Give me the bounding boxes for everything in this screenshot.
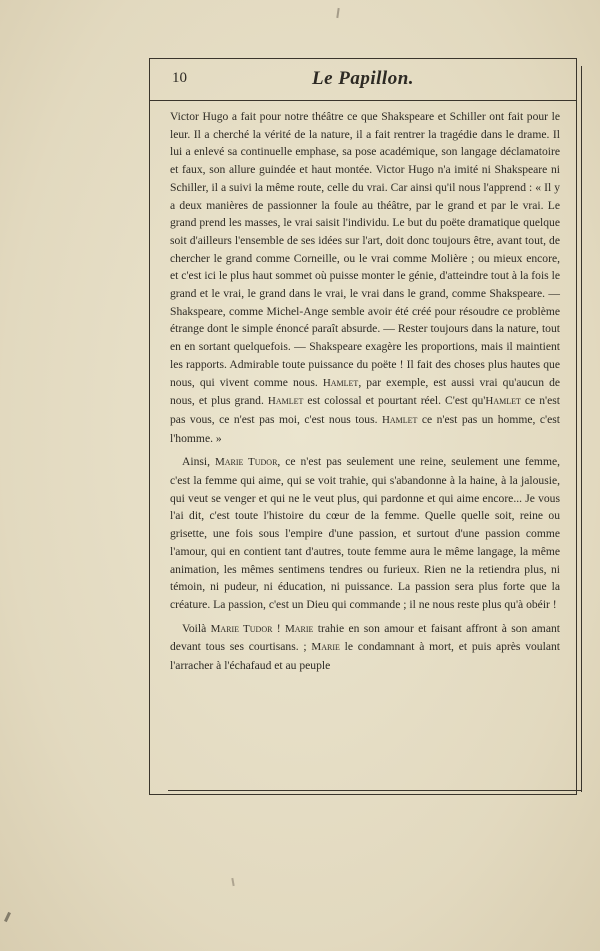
ink-mark-bottom	[231, 878, 234, 886]
small-caps-marie-tudor: Marie Tudor	[210, 622, 273, 635]
page-header	[150, 60, 576, 101]
paragraph-1-text-b: , par exemple, est aussi vrai qu'aucun de nous, et plus grand.	[170, 375, 561, 408]
small-caps-hamlet: Hamlet	[267, 395, 304, 408]
paragraph-1-text-d: ce n'est pas vous, ce n'est pas moi, c'est nous tous.	[170, 394, 560, 426]
paragraph-1-text-e: ce n'est pas un homme, c'est l'homme. »	[170, 412, 560, 445]
frame-shadow-right-rule	[581, 66, 582, 792]
small-caps-marie: Marie	[311, 641, 340, 654]
ink-mark-top	[336, 8, 339, 18]
small-caps-marie-tudor: Marie Tudor	[214, 456, 278, 469]
paragraph-1	[170, 108, 560, 447]
paragraph-2-text-b: , ce n'est pas seulement une reine, seulement une femme, c'est la femme qui aime, qui se voit trahie, qui s'abandonne à la haine, à la jalousie, qui veut se venger et qui ne le veut plus, qui pardonne et qui aime encore... Je vous l'ai dit, c'est toute l'histoire du cœur de la femme. Quelle quelle soit, reine ou grisette, une fois sous l'empire d'une passion, et surtout d'une passion comme l'amour, qui en contient tant d'autres, toute femme aura le même langage, la même animation, les mêmes sentimens tendres ou furieux. Rien ne la retiendra plus, ni témoin, ni pudeur, ni éducation, ni puissance. La passion sera plus forte que la créature. La passion, c'est un Dieu qui commande ; il ne nous reste plus qu'à obéir !	[170, 455, 561, 611]
paragraph-3-text-a: Voilà	[182, 621, 211, 635]
paragraph-3-text-b: !	[272, 621, 285, 635]
paragraph-2-text-a: Ainsi,	[182, 455, 215, 469]
small-caps-hamlet: Hamlet	[322, 376, 359, 389]
paragraph-2	[170, 453, 560, 613]
paragraph-3	[170, 620, 560, 675]
paragraph-1-text-a: Victor Hugo a fait pour notre théâtre ce que Shakspeare et Schiller ont fait pour le leur. Il a cherché la vérité de la nature, il a fait rentrer la tragédie dans le drame. Il lui a enlevé sa continuelle emphase, sa pose académique, son langage déclamatoire et faux, son allure guindée et haut montée. Victor Hugo n'a imité ni Shakspeare ni Schiller, il a suivi la même route, celle du vrai. Car ainsi qu'il nous l'apprend : « Il y a deux manières de passionner la foule au théâtre, par le grand et par le vrai. Le grand prend les masses, le vrai saisit l'individu. Le but du poëte dramatique quelque soit d'ailleurs l'ensemble de ses idées sur l'art, doit donc toujours être, avant tout, de chercher le grand comme Corneille, ou le vrai comme Molière ; ou mieux encore, et c'est ici le plus haut sommet où puisse monter le génie, d'atteindre tout à la fois le grand et le vrai, le grand dans le vrai, le vrai dans le grand, comme Shakspeare. — Shakspeare, comme Michel-Ange semble avoir été créé pour résoudre ce problème étrange dont le simple énoncé paraît absurde. — Rester toujours dans la nature, tout en en sortant quelquefois. — Shakspeare exagère les proportions, mais il maintient les rapports. Admirable toute puissance du poëte ! Il fait des choses plus hautes que nous, qui vivent comme nous.	[170, 110, 560, 389]
paragraph-3-text-c: trahie en son amour et faisant affront à son amant devant tous ses courtisans. ;	[170, 621, 560, 654]
article-body	[170, 108, 560, 681]
frame-shadow-bottom-rule	[168, 790, 581, 791]
small-caps-hamlet: Hamlet	[485, 395, 521, 408]
page-number: 10	[172, 70, 187, 86]
ink-mark-corner	[4, 912, 11, 922]
paragraph-1-text-c: est colossal et pourtant réel. C'est qu'	[303, 394, 486, 408]
paragraph-3-text-d: le condamnant à mort, et puis après voulant l'arracher à l'échafaud et au peuple	[170, 640, 560, 673]
small-caps-marie: Marie	[284, 622, 314, 635]
small-caps-hamlet: Hamlet	[381, 413, 418, 426]
running-title: Le Papillon.	[311, 68, 415, 89]
